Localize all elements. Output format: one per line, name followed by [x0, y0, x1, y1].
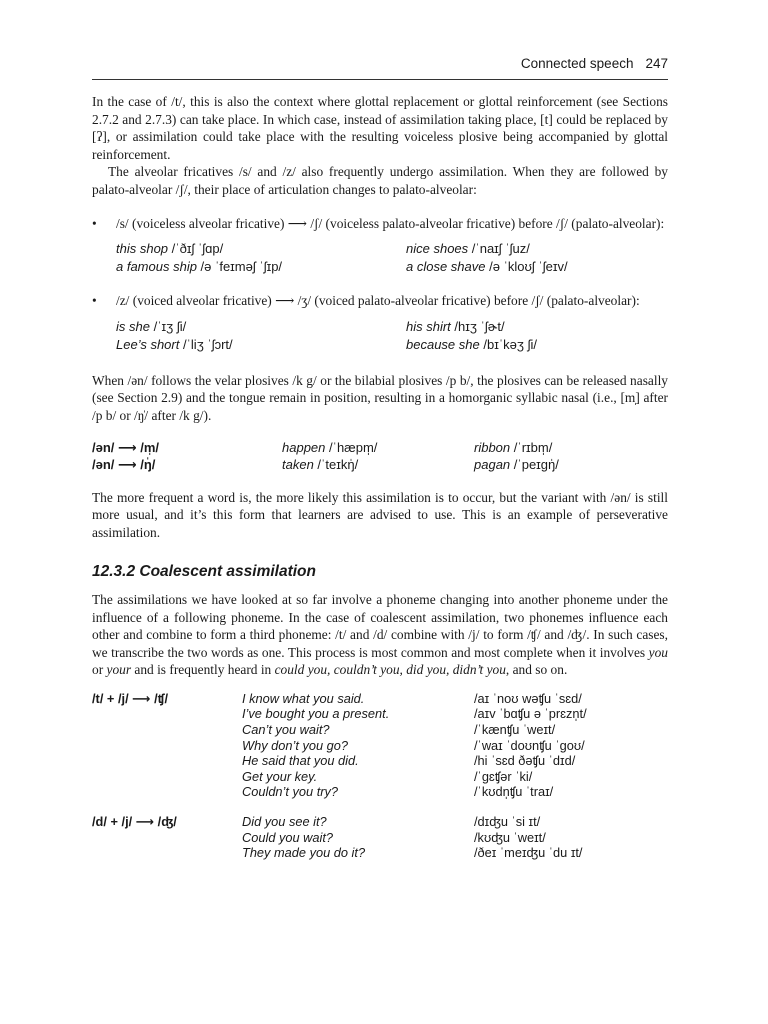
- example-word: a close shave: [406, 259, 486, 275]
- paragraph-coalescent: [92, 591, 668, 679]
- example-ipa: /ə ˈfeɪməʃ ˈʃɪp/: [196, 259, 283, 275]
- example: [406, 258, 668, 276]
- phrase-ipa: /ˈkʊdn̩ʧu ˈtraɪ/: [474, 784, 554, 800]
- example-ipa: /ˈrɪbm̩/: [510, 439, 553, 455]
- coalescent-t-examples: [92, 691, 668, 800]
- paragraph-fricatives: The alveolar fricatives /s/ and /z/ also frequently undergo assimilation. When they are followed by palato-alveolar /ʃ/, their place of articulation changes to palato-alveolar:: [92, 164, 668, 197]
- example: [116, 336, 406, 354]
- phrase-ipa: /ˈwaɪ ˈdoʊnʧu ˈgoʊ/: [474, 737, 585, 753]
- example: [116, 318, 406, 336]
- text-run: could you, couldn’t you, did you, didn’t you: [274, 662, 506, 678]
- nasal-example: [282, 456, 474, 473]
- bullet-z-assimilation: [92, 292, 668, 310]
- text-run: and is frequently heard in: [131, 662, 275, 678]
- phrase-ipa: /aɪ ˈnoʊ wəʧu ˈsɛd/: [474, 690, 582, 706]
- text-run: or: [92, 662, 107, 678]
- phrase: He said that you did.: [242, 753, 359, 769]
- phrase: I know what you said.: [242, 690, 365, 706]
- nasal-rule: /ən/ ⟶ /ŋ̍/: [92, 456, 156, 472]
- bullet-text: /s/ (voiceless alveolar fricative) ⟶ /ʃ/ (voiceless palato-alveolar fricative) before /ʃ/ (palato-alveolar):: [116, 215, 665, 231]
- phrase-ipa: /ðeɪ ˈmeɪʤu ˈdu ɪt/: [474, 845, 583, 861]
- example-ipa: /ˈliʒ ˈʃɔrt/: [179, 336, 233, 352]
- examples-s: [116, 240, 668, 276]
- text-run: you: [648, 644, 668, 660]
- example-ipa: /bɪˈkəʒ ʃi/: [479, 336, 537, 352]
- example: [406, 318, 668, 336]
- phrase: Could you wait?: [242, 829, 334, 845]
- paragraph-frequency: The more frequent a word is, the more likely this assimilation is to occur, but the variant with /ən/ is still more usual, and it’s this form that learners are advised to use. This is an example of perseverative assimilation.: [92, 489, 668, 540]
- example-word: is she: [116, 318, 150, 334]
- example-word: a famous ship: [116, 259, 197, 275]
- section-heading: 12.3.2 Coalescent assimilation: [92, 563, 316, 581]
- example-ipa: /ˈðɪʃ ˈʃɑp/: [168, 241, 224, 257]
- phrase-ipa: /hi ˈsɛd ðəʧu ˈdɪd/: [474, 753, 576, 769]
- example-word: taken: [282, 456, 314, 472]
- example: [406, 336, 668, 354]
- example-ipa: /ˈnaɪʃ ˈʃuz/: [468, 241, 530, 257]
- example-word: his shirt: [406, 318, 451, 334]
- phrase: Why don’t you go?: [242, 737, 348, 753]
- bullet-icon: •: [92, 215, 97, 231]
- phrase-ipa: /dɪʤu ˈsi ɪt/: [474, 814, 541, 830]
- nasal-example: [282, 439, 474, 456]
- phrase-ipa: /kʊʤu ˈweɪt/: [474, 829, 546, 845]
- example-word: this shop: [116, 241, 169, 257]
- coalescent-rule: /d/ + /j/ ⟶ /ʤ/: [92, 814, 177, 830]
- example-ipa: /ˈteɪkŋ̍/: [313, 456, 359, 472]
- text-run: your: [106, 662, 132, 678]
- phrase: Get your key.: [242, 768, 318, 784]
- bullet-text: /z/ (voiced alveolar fricative) ⟶ /ʒ/ (voiced palato-alveolar fricative) before /ʃ/ (palato-alveolar):: [116, 293, 640, 309]
- example-word: because she: [406, 336, 480, 352]
- example: [406, 240, 668, 258]
- example-word: nice shoes: [406, 241, 469, 257]
- coalescent-d-examples: [92, 814, 668, 861]
- phrase: Can’t you wait?: [242, 722, 330, 738]
- nasal-example: [474, 456, 668, 473]
- paragraph-syllabic-nasal: When /ən/ follows the velar plosives /k g/ or the bilabial plosives /p b/, the plosives can be released nasally (see Section 2.9) and the tongue remain in position, resulting in a homorganic syllabic nasal (i.e., [m̩] after /p b/ or /ŋ̍/ after /k g/).: [92, 372, 668, 423]
- example: [116, 240, 406, 258]
- phrase-ipa: /ˈgɛʧər ˈki/: [474, 768, 533, 784]
- phrase: They made you do it?: [242, 845, 366, 861]
- example-word: pagan: [474, 456, 511, 472]
- text-run: , and so on.: [505, 662, 568, 678]
- phrase: Couldn’t you try?: [242, 784, 339, 800]
- example-ipa: /ə ˈkloʊʃ ˈʃeɪv/: [485, 259, 568, 275]
- example-word: ribbon: [474, 439, 511, 455]
- header-rule: [92, 79, 668, 80]
- nasal-example: [474, 439, 668, 456]
- phrase: I’ve bought you a present.: [242, 706, 390, 722]
- bullet-icon: •: [92, 293, 97, 309]
- page-number: 247: [645, 56, 668, 71]
- examples-z: [116, 318, 668, 354]
- nasal-examples: [92, 439, 668, 473]
- nasal-rule: /ən/ ⟶ /m̩/: [92, 439, 160, 455]
- example-ipa: /ˈpeɪgŋ̍/: [510, 456, 559, 472]
- example-ipa: /ˈɪʒ ʃi/: [149, 318, 187, 334]
- bullet-s-assimilation: [92, 215, 668, 233]
- example-word: happen: [282, 439, 326, 455]
- coalescent-rule: /t/ + /j/ ⟶ /ʧ/: [92, 690, 169, 706]
- running-title: Connected speech: [520, 56, 634, 71]
- paragraph-glottal: In the case of /t/, this is also the context where glottal replacement or glottal reinforcement (see Sections 2.7.2 and 2.7.3) can take place. In which case, instead of assimilation taking place, [t] could be replaced by [ʔ], or assimilation could take place with the resulting voiceless plosive being accompanied by glottal reinforcement.: [92, 94, 668, 162]
- phrase-ipa: /ˈkænʧu ˈweɪt/: [474, 722, 556, 738]
- body-text: [92, 93, 668, 861]
- text-run: The assimilations we have looked at so far involve a phoneme changing into another phoneme under the influence of a following phoneme. In the case of coalescent assimilation, two phonemes influence each other and combine to form a third phoneme: /t/ and /d/ combine with /j/ to form /ʧ/ and /ʤ/. In such cases, we transcribe the two words as one. This process is most common and most complete when it involves: [92, 591, 668, 660]
- example-word: Lee’s short: [116, 336, 180, 352]
- phrase: Did you see it?: [242, 814, 327, 830]
- example: [116, 258, 406, 276]
- example-ipa: /ˈhæpm̩/: [325, 439, 378, 455]
- example-ipa: /hɪʒ ˈʃɚt/: [450, 318, 505, 334]
- running-header: [92, 56, 668, 71]
- phrase-ipa: /aɪv ˈbɑʧu ə ˈprɛzn̩t/: [474, 706, 587, 722]
